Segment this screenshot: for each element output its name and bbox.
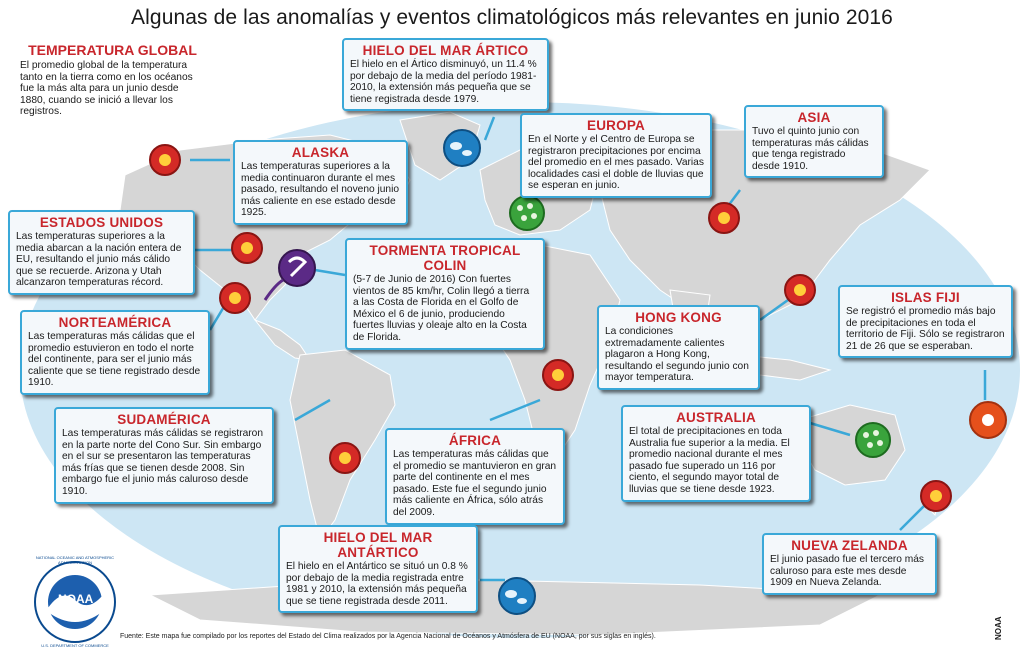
noaa-logo-text: NOAA [58, 592, 94, 606]
box-text: El promedio global de la temperatura tanto en la tierra como en los océanos fue la más alta para un junio desde 1880, cuando se inició a llevar los registros. [20, 60, 193, 118]
box-heading: HIELO DEL MAR ANTÁRTICO [323, 530, 433, 560]
box-hong-kong [597, 305, 760, 390]
box-text: Se registró el promedio más bajo de precipitaciones en toda el territorio de Fiji. Sólo se registraron 21 de 26 que se esperaban. [846, 306, 1005, 352]
box-heading: NORTEAMÉRICA [58, 315, 172, 330]
noaa-logo-ring-text-bottom: U.S. DEPARTMENT OF COMMERCE [41, 643, 109, 648]
box-heading: TORMENTA TROPICAL COLIN [369, 243, 521, 273]
credit: NOAA [994, 616, 1003, 640]
box-norteamerica [20, 310, 210, 395]
box-africa [385, 428, 565, 525]
box-heading: ALASKA [291, 145, 350, 160]
box-asia [744, 105, 884, 178]
box-europa [520, 113, 712, 198]
hot-icon-south-america [330, 443, 360, 473]
box-nueva-zelanda [762, 533, 937, 595]
hot-icon-usa [232, 233, 262, 263]
rain-icon-europe [510, 196, 544, 230]
box-text: El junio pasado fue el tercero más caluroso para este mes desde 1909 en Nueva Zelanda. [770, 554, 925, 589]
hot-icon-alaska [150, 145, 180, 175]
source-note: Fuente: Este mapa fue compilado por los reportes del Estado del Clima realizados por la Agencia Nacional de Océanos y Atmósfera de EU (NOAA, por sus siglas en inglés). [120, 633, 656, 640]
box-heading: AUSTRALIA [676, 410, 756, 425]
hot-icon-asia [709, 203, 739, 233]
box-heading: ÁFRICA [448, 433, 502, 448]
box-text: El hielo en el Antártico se situó un 0.8 % por debajo de la media registrada entre 1981 y 2010, la extensión más pequeña que se tiene registrada desde 2011. [286, 561, 468, 607]
box-islas-fiji [838, 285, 1013, 358]
box-text: El hielo en el Ártico disminuyó, un 11.4 % por debajo de la media del período 1981-2010, la extensión más pequeña que se tiene registrada desde 1979. [350, 59, 537, 105]
box-text: Las temperaturas superiores a la media continuaron durante el mes pasado, resultando el noveno junio más caliente en ese estado desde 1925. [241, 161, 400, 219]
box-text: Las temperaturas más cálidas que el promedio estuvieron en todo el norte del continente, para ser el junio más caliente que se tiene registrado desde 1910. [28, 331, 201, 389]
box-hielo-artico [342, 38, 549, 111]
box-text: Tuvo el quinto junio con temperaturas más cálidas que tenga registrado desde 1910. [752, 126, 869, 172]
ice-icon-antarctic [499, 578, 535, 614]
box-heading: HIELO DEL MAR ÁRTICO [362, 43, 529, 58]
box-heading: EUROPA [587, 118, 645, 133]
box-heading: HONG KONG [635, 310, 722, 325]
box-australia [621, 405, 811, 502]
noaa-logo-ring-text: NATIONAL OCEANIC AND ATMOSPHERIC ADMINISTRATION [35, 555, 115, 565]
box-heading: SUDAMÉRICA [117, 412, 211, 427]
box-sudamerica [54, 407, 274, 504]
hot-icon-north-america [220, 283, 250, 313]
box-heading: ISLAS FIJI [891, 290, 960, 305]
box-text: La condiciones extremadamente calientes plagaron a Hong Kong, resultando el segundo junio con mayor temperatura. [605, 326, 749, 384]
box-heading: NUEVA ZELANDA [791, 538, 908, 553]
box-estados-unidos [8, 210, 195, 295]
hot-icon-hong-kong [785, 275, 815, 305]
box-text: El total de precipitaciones en toda Australia fue superior a la media. El promedio nacional durante el mes pasado fue superado un 116 por ciento, el segundo mayor total de lluvias que se tiene desde 1923. [629, 426, 790, 495]
box-alaska [233, 140, 408, 225]
box-text: Las temperaturas superiores a la media abarcan a la nación entera de EU, resultando el junio más cálido que se recuerde. Arizona y Utah alcanzaron temperaturas récord. [16, 231, 182, 289]
box-heading: TEMPERATURA GLOBAL [28, 42, 197, 58]
box-heading: ASIA [797, 110, 831, 125]
hot-icon-africa [543, 360, 573, 390]
hot-icon-new-zealand [921, 481, 951, 511]
box-hielo-antartico [278, 525, 478, 613]
rain-icon-australia [856, 423, 890, 457]
page-title: Algunas de las anomalías y eventos climatológicos más relevantes en junio 2016 [131, 6, 893, 29]
box-text: Las temperaturas más cálidas se registraron en la parte norte del Cono Sur. Sin embargo en el sur se presentaron las temperaturas más frías que se tienen desde 2008. Sin embargo fue el junio más caluroso desde 1910. [62, 428, 264, 497]
box-tormenta-colin [345, 238, 545, 350]
drought-icon-fiji [970, 402, 1006, 438]
box-heading: ESTADOS UNIDOS [39, 215, 164, 230]
box-text: Las temperaturas más cálidas que el promedio se mantuvieron en gran parte del continente en el mes pasado. Este fue el segundo junio más caliente en África, sólo atrás del 2009. [393, 449, 557, 518]
box-text: (5-7 de Junio de 2016) Con fuertes vientos de 85 km/hr, Colin llegó a tierra a las Costa de Florida en el Golfo de México el 6 de junio, produciendo fuertes lluvias y oleaje alto en la Costa de Florida. [353, 274, 530, 343]
box-text: En el Norte y el Centro de Europa se registraron precipitaciones por encima del promedio en el mes pasado. Varias localidades casi el doble de lluvias que se esperan en junio. [528, 134, 704, 192]
box-temperatura-global [20, 42, 205, 118]
ice-icon-arctic [444, 130, 480, 166]
